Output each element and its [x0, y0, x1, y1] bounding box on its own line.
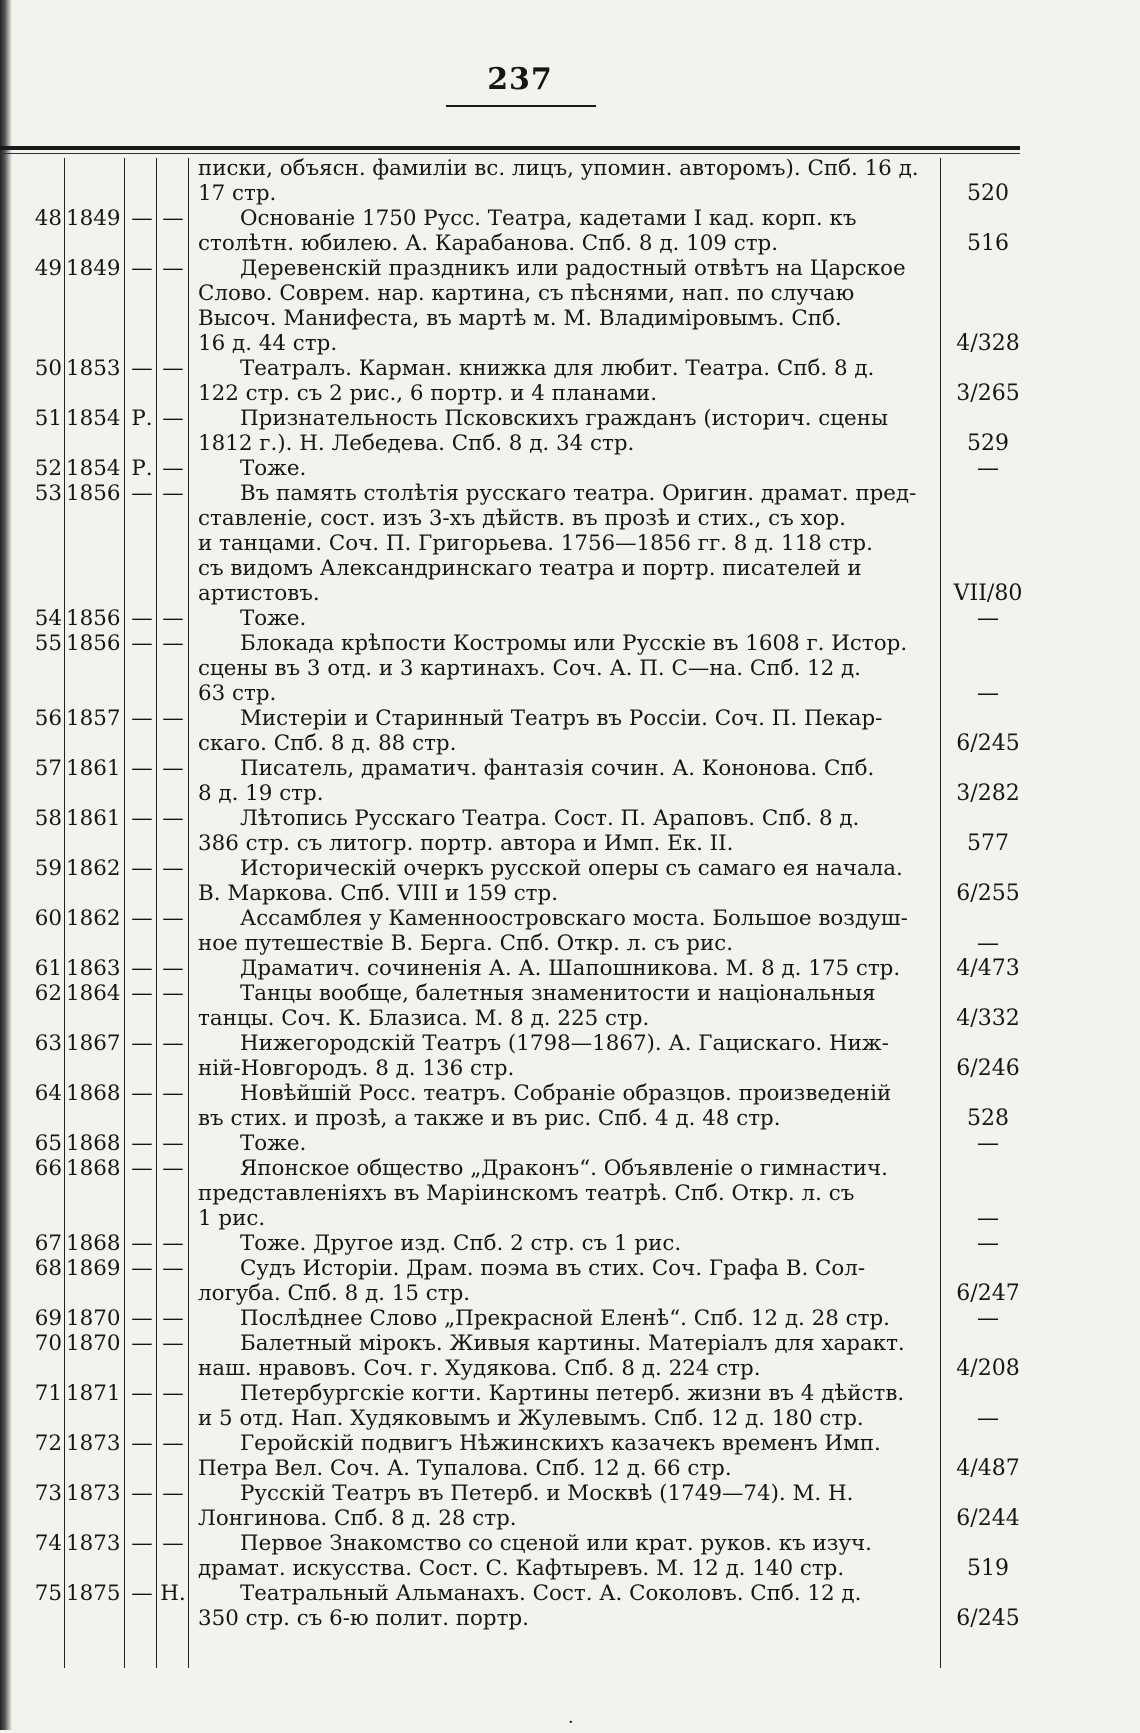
entry-title	[198, 1531, 936, 1581]
entry-mark-2: —	[162, 1306, 184, 1331]
page-number: 237	[487, 62, 553, 97]
entry-mark-2: —	[162, 1081, 184, 1106]
entry-mark-1: —	[131, 756, 153, 781]
catalog-entry	[0, 1381, 1030, 1431]
entry-mark-1: —	[131, 1581, 153, 1606]
entry-title-line: скаго. Спб. 8 д. 88 стр.	[198, 731, 457, 756]
entry-mark-2: —	[162, 1231, 184, 1256]
catalog-entry	[0, 1031, 1030, 1081]
entry-mark-1: —	[131, 1431, 153, 1456]
entry-title-line: Мистерiи и Старинный Театръ въ Россiи. Соч. П. Пекар-	[240, 706, 883, 731]
entry-year: 1873	[66, 1481, 121, 1506]
entry-reference: 4/487	[956, 1456, 1020, 1481]
entry-title	[198, 1256, 936, 1306]
entry-reference: 528	[967, 1106, 1009, 1131]
entry-reference: 3/265	[956, 381, 1020, 406]
entry-title-line: Танцы вообще, балетныя знаменитости и нацiональныя	[240, 981, 876, 1006]
entry-mark-1: —	[131, 631, 153, 656]
entry-reference: 4/332	[956, 1006, 1020, 1031]
catalog-entry	[0, 1081, 1030, 1131]
entry-reference: 6/244	[956, 1506, 1020, 1531]
entry-mark-1: —	[131, 1481, 153, 1506]
entry-year: 1868	[66, 1081, 121, 1106]
entry-number: 55	[34, 631, 62, 656]
entry-mark-1: —	[131, 1081, 153, 1106]
entry-title-line: столѣтн. юбилею. А. Карабанова. Спб. 8 д. 109 стр.	[198, 231, 779, 256]
entry-mark-2: —	[162, 631, 184, 656]
entry-mark-2: —	[162, 1131, 184, 1156]
catalog-entry	[0, 1131, 1030, 1156]
entry-mark-2: —	[162, 1256, 184, 1281]
entry-title-line: Высоч. Манифеста, въ мартѣ м. М. Владимiровымъ. Спб.	[198, 306, 842, 331]
entry-number: 70	[34, 1331, 62, 1356]
entry-number: 54	[34, 606, 62, 631]
entry-number: 60	[34, 906, 62, 931]
entry-title-line: Геройскiй подвигъ Нѣжинскихъ казачекъ временъ Имп.	[240, 1431, 881, 1456]
entry-title-line: ное путешествiе В. Берга. Спб. Откр. л. съ рис.	[198, 931, 734, 956]
entry-mark-2: —	[162, 981, 184, 1006]
entry-title	[198, 706, 936, 756]
entry-number: 52	[34, 456, 62, 481]
header-rule-thin	[0, 153, 1020, 154]
entry-title-line: Театральный Альманахъ. Сост. А. Соколовъ. Спб. 12 д.	[240, 1581, 862, 1606]
entry-mark-2: —	[162, 856, 184, 881]
entry-reference: 6/255	[956, 881, 1020, 906]
entry-title	[198, 481, 936, 606]
entry-title-line: Балетный мiрокъ. Живыя картины. Матерiалъ для характ.	[240, 1331, 905, 1356]
entry-title-line: Лѣтопись Русскаго Театра. Сост. П. Араповъ. Спб. 8 д.	[240, 806, 860, 831]
entry-title	[198, 1131, 936, 1156]
entry-year: 1867	[66, 1031, 121, 1056]
entry-title	[198, 606, 936, 631]
entry-mark-2: —	[162, 256, 184, 281]
entry-number: 51	[34, 406, 62, 431]
entry-title-line: Слово. Соврем. нар. картина, съ пѣснями, нап. по случаю	[198, 281, 855, 306]
entry-mark-1: —	[131, 981, 153, 1006]
entry-reference: 529	[967, 431, 1009, 456]
entry-title-line: Драматич. сочиненiя А. А. Шапошникова. М. 8 д. 175 стр.	[240, 956, 901, 981]
entry-mark-1: —	[131, 1331, 153, 1356]
entry-mark-2: —	[162, 956, 184, 981]
entry-year: 1868	[66, 1131, 121, 1156]
entry-mark-2: —	[162, 456, 184, 481]
catalog-entry	[0, 956, 1030, 981]
entry-year: 1873	[66, 1431, 121, 1456]
entry-mark-1: —	[131, 1156, 153, 1181]
entry-title-line: Новѣйшiй Росс. театръ. Собранiе образцов. произведенiй	[240, 1081, 892, 1106]
entry-reference: —	[977, 1406, 999, 1431]
catalog-entry	[0, 706, 1030, 756]
entry-mark-1: —	[131, 956, 153, 981]
entry-title-line: Первое Знакомство со сценой или крат. руков. къ изуч.	[240, 1531, 872, 1556]
entry-reference: —	[977, 1206, 999, 1231]
entry-reference: 3/282	[956, 781, 1020, 806]
catalog-entry	[0, 356, 1030, 406]
entry-year: 1862	[66, 856, 121, 881]
entry-number: 59	[34, 856, 62, 881]
entry-title-line: и танцами. Соч. П. Григорьева. 1756—1856 гг. 8 д. 118 стр.	[198, 531, 873, 556]
entry-year: 1875	[66, 1581, 121, 1606]
entry-year: 1863	[66, 956, 121, 981]
entry-title-line: Деревенскiй праздникъ или радостный отвѣтъ на Царское	[240, 256, 906, 281]
catalog-entry	[0, 1256, 1030, 1306]
entry-mark-2: Н.	[160, 1581, 186, 1606]
entry-title	[198, 1481, 936, 1531]
catalog-entry	[0, 756, 1030, 806]
entry-reference: —	[977, 606, 999, 631]
entry-mark-2: —	[162, 606, 184, 631]
entry-number: 61	[34, 956, 62, 981]
entry-title-line: ставленiе, сост. изъ 3-хъ дѣйств. въ прозѣ и стих., съ хор.	[198, 506, 846, 531]
entry-number: 73	[34, 1481, 62, 1506]
entry-number: 69	[34, 1306, 62, 1331]
entry-number: 67	[34, 1231, 62, 1256]
entry-mark-2: —	[162, 481, 184, 506]
catalog-entry	[0, 981, 1030, 1031]
entry-mark-1: —	[131, 256, 153, 281]
entry-mark-2: —	[162, 356, 184, 381]
entry-year: 1868	[66, 1156, 121, 1181]
entry-year: 1856	[66, 606, 121, 631]
entry-title	[198, 981, 936, 1031]
entry-reference: VII/80	[953, 581, 1023, 606]
entry-reference: —	[977, 931, 999, 956]
entry-year: 1861	[66, 806, 121, 831]
entry-mark-1: —	[131, 1031, 153, 1056]
entry-title	[198, 806, 936, 856]
entry-number: 68	[34, 1256, 62, 1281]
entry-title-line: 386 стр. съ литогр. портр. автора и Имп. Ек. II.	[198, 831, 734, 856]
entry-title-line: логуба. Спб. 8 д. 15 стр.	[198, 1281, 471, 1306]
entry-year: 1871	[66, 1381, 121, 1406]
entry-year: 1864	[66, 981, 121, 1006]
entry-year: 1873	[66, 1531, 121, 1556]
catalog-entry	[0, 256, 1030, 356]
entry-title-line: 63 стр.	[198, 681, 277, 706]
entry-mark-1: —	[131, 806, 153, 831]
entry-mark-1: —	[131, 1131, 153, 1156]
entry-title-line: въ стих. и прозѣ, а также и въ рис. Спб. 4 д. 48 стр.	[198, 1106, 781, 1131]
entry-title	[198, 206, 936, 256]
entry-reference: —	[977, 456, 999, 481]
catalog-entry	[0, 1481, 1030, 1531]
entry-number: 66	[34, 1156, 62, 1181]
catalog-entry	[0, 1581, 1030, 1631]
entry-number: 56	[34, 706, 62, 731]
entry-title	[198, 631, 936, 706]
entry-year: 1849	[66, 206, 121, 231]
entry-mark-2: —	[162, 406, 184, 431]
header-rule-thick	[0, 146, 1020, 150]
entry-number: 71	[34, 1381, 62, 1406]
entry-mark-1: Р.	[131, 456, 153, 481]
entry-mark-2: —	[162, 1381, 184, 1406]
entry-mark-1: —	[131, 1531, 153, 1556]
entry-year: 1854	[66, 456, 121, 481]
entry-title-line: В. Маркова. Спб. VIII и 159 стр.	[198, 881, 558, 906]
entry-title-line: 350 стр. съ 6-ю полит. портр.	[198, 1606, 529, 1631]
entry-mark-2: —	[162, 1156, 184, 1181]
entry-title-line: 122 стр. съ 2 рис., 6 портр. и 4 планами.	[198, 381, 657, 406]
entry-year: 1849	[66, 256, 121, 281]
entry-mark-2: —	[162, 806, 184, 831]
entry-reference: —	[977, 1306, 999, 1331]
entry-title	[198, 1381, 936, 1431]
entry-title-line: съ видомъ Александринскаго театра и портр. писателей и	[198, 556, 862, 581]
entry-number: 64	[34, 1081, 62, 1106]
entry-reference: 577	[967, 831, 1009, 856]
entry-number: 48	[34, 206, 62, 231]
entry-mark-2: —	[162, 1531, 184, 1556]
entry-year: 1854	[66, 406, 121, 431]
entry-mark-2: —	[162, 756, 184, 781]
entry-year: 1868	[66, 1231, 121, 1256]
catalog-entry	[0, 906, 1030, 956]
entry-mark-1: —	[131, 356, 153, 381]
entry-year: 1869	[66, 1256, 121, 1281]
entry-title-line: драмат. искусства. Сост. С. Кафтыревъ. М. 12 д. 140 стр.	[198, 1556, 845, 1581]
entry-title	[198, 1431, 936, 1481]
entry-title	[198, 856, 936, 906]
entry-title-line: Писатель, драматич. фантазiя сочин. А. Кононова. Спб.	[240, 756, 875, 781]
entry-title	[198, 956, 936, 981]
entry-title	[198, 1156, 936, 1231]
entry-number: 65	[34, 1131, 62, 1156]
entry-mark-1: —	[131, 1231, 153, 1256]
entry-year: 1856	[66, 631, 121, 656]
entry-title	[198, 356, 936, 406]
entry-title-line: Судъ Исторiи. Драм. поэма въ стих. Соч. Графа В. Сол-	[240, 1256, 866, 1281]
entry-year: 1870	[66, 1306, 121, 1331]
entry-title	[198, 906, 936, 956]
entry-number: 72	[34, 1431, 62, 1456]
entry-reference: 520	[967, 181, 1009, 206]
catalog-entry	[0, 606, 1030, 631]
entry-year: 1856	[66, 481, 121, 506]
entry-title-line: Блокада крѣпости Костромы или Русскiе въ 1608 г. Истор.	[240, 631, 908, 656]
entry-mark-2: —	[162, 1431, 184, 1456]
entry-title-line: Лонгинова. Спб. 8 д. 28 стр.	[198, 1506, 517, 1531]
entry-reference: 516	[967, 231, 1009, 256]
catalog-entry	[0, 481, 1030, 606]
entry-mark-2: —	[162, 1331, 184, 1356]
catalog-entry	[0, 1531, 1030, 1581]
catalog-entry	[0, 406, 1030, 456]
entry-mark-1: Р.	[131, 406, 153, 431]
catalog-entry	[0, 456, 1030, 481]
entry-title-line: Основанiе 1750 Русс. Театра, кадетами I кад. корп. къ	[240, 206, 857, 231]
entry-title	[198, 1306, 936, 1331]
entry-title-line: Петра Вел. Соч. А. Тупалова. Спб. 12 д. 66 стр.	[198, 1456, 732, 1481]
entry-title-line: 16 д. 44 стр.	[198, 331, 338, 356]
entry-mark-2: —	[162, 706, 184, 731]
entry-mark-1: —	[131, 1381, 153, 1406]
entry-title-line: 8 д. 19 стр.	[198, 781, 324, 806]
entry-title-line: наш. нравовъ. Соч. г. Худякова. Спб. 8 д. 224 стр.	[198, 1356, 761, 1381]
catalog-entries	[0, 156, 1030, 1631]
entry-number: 75	[34, 1581, 62, 1606]
catalog-entry	[0, 1156, 1030, 1231]
entry-reference: 4/328	[956, 331, 1020, 356]
entry-mark-1: —	[131, 856, 153, 881]
entry-title	[198, 456, 936, 481]
entry-mark-2: —	[162, 206, 184, 231]
entry-number: 58	[34, 806, 62, 831]
entry-title-line: Историческiй очеркъ русской оперы съ самаго ея начала.	[240, 856, 903, 881]
entry-mark-1: —	[131, 906, 153, 931]
entry-mark-1: —	[131, 706, 153, 731]
catalog-entry	[0, 806, 1030, 856]
entry-title	[198, 1031, 936, 1081]
catalog-entry	[0, 1306, 1030, 1331]
entry-year: 1861	[66, 756, 121, 781]
catalog-entry	[0, 156, 1030, 206]
entry-title-line: Петербургскiе когти. Картины петерб. жизни въ 4 дѣйств.	[240, 1381, 905, 1406]
entry-reference: 4/208	[956, 1356, 1020, 1381]
catalog-entry	[0, 856, 1030, 906]
entry-title-line: Ассамблея у Каменноостровскаго моста. Большое воздуш-	[240, 906, 908, 931]
entry-number: 63	[34, 1031, 62, 1056]
entry-title	[198, 1231, 936, 1256]
entry-title	[198, 406, 936, 456]
entry-reference: —	[977, 1131, 999, 1156]
entry-title	[198, 1331, 936, 1381]
entry-number: 50	[34, 356, 62, 381]
entry-year: 1853	[66, 356, 121, 381]
entry-number: 49	[34, 256, 62, 281]
entry-title-line: 1812 г.). Н. Лебедева. Спб. 8 д. 34 стр.	[198, 431, 635, 456]
entry-reference: 6/247	[956, 1281, 1020, 1306]
catalog-entry	[0, 206, 1030, 256]
entry-mark-2: —	[162, 1481, 184, 1506]
entry-title-line: Тоже.	[240, 1131, 307, 1156]
entry-title	[198, 256, 936, 356]
entry-year: 1862	[66, 906, 121, 931]
entry-reference: 4/473	[956, 956, 1020, 981]
entry-number: 57	[34, 756, 62, 781]
entry-year: 1857	[66, 706, 121, 731]
catalog-entry	[0, 1231, 1030, 1256]
entry-title-line: Русскiй Театръ въ Петерб. и Москвѣ (1749—74). М. Н.	[240, 1481, 854, 1506]
entry-title	[198, 156, 936, 206]
entry-title-line: артистовъ.	[198, 581, 320, 606]
entry-title-line: танцы. Соч. К. Блазиса. М. 8 д. 225 стр.	[198, 1006, 650, 1031]
entry-mark-1: —	[131, 1306, 153, 1331]
entry-title-line: Въ память столѣтiя русскаго театра. Оригин. драмат. пред-	[240, 481, 917, 506]
entry-title-line: Японское общество „Драконъ“. Объявленiе о гимнастич.	[240, 1156, 888, 1181]
entry-title-line: Тоже.	[240, 456, 307, 481]
entry-title-line: 1 рис.	[198, 1206, 266, 1231]
entry-title-line: Тоже. Другое изд. Спб. 2 стр. съ 1 рис.	[240, 1231, 682, 1256]
entry-title	[198, 756, 936, 806]
entry-mark-1: —	[131, 606, 153, 631]
entry-reference: 6/245	[956, 1606, 1020, 1631]
entry-title-line: Тоже.	[240, 606, 307, 631]
entry-title-line: Признательность Псковскихъ гражданъ (историч. сцены	[240, 406, 888, 431]
entry-title	[198, 1581, 936, 1631]
entry-mark-2: —	[162, 906, 184, 931]
entry-title-line: Нижегородскiй Театръ (1798—1867). А. Гацискаго. Ниж-	[240, 1031, 889, 1056]
entry-title-line: сцены въ 3 отд. и 3 картинахъ. Соч. А. П. С—на. Спб. 12 д.	[198, 656, 861, 681]
page-number-rule	[446, 105, 596, 107]
catalog-entry	[0, 1431, 1030, 1481]
print-mark: ·	[568, 1712, 574, 1733]
entry-number: 74	[34, 1531, 62, 1556]
entry-title-line: Театралъ. Карман. книжка для любит. Театра. Спб. 8 д.	[240, 356, 875, 381]
entry-mark-1: —	[131, 1256, 153, 1281]
catalog-entry	[0, 631, 1030, 706]
entry-year: 1870	[66, 1331, 121, 1356]
entry-title-line: и 5 отд. Нап. Худяковымъ и Жулевымъ. Спб. 12 д. 180 стр.	[198, 1406, 864, 1431]
entry-number: 62	[34, 981, 62, 1006]
entry-mark-1: —	[131, 481, 153, 506]
entry-reference: —	[977, 681, 999, 706]
entry-reference: 519	[967, 1556, 1009, 1581]
entry-mark-1: —	[131, 206, 153, 231]
entry-title-line: представленiяхъ въ Марiинскомъ театрѣ. Спб. Откр. л. съ	[198, 1181, 855, 1206]
entry-reference: 6/245	[956, 731, 1020, 756]
entry-number: 53	[34, 481, 62, 506]
entry-reference: —	[977, 1231, 999, 1256]
entry-title-line: нiй-Новгородъ. 8 д. 136 стр.	[198, 1056, 515, 1081]
catalog-entry	[0, 1331, 1030, 1381]
entry-title-line: 17 стр.	[198, 181, 277, 206]
entry-mark-2: —	[162, 1031, 184, 1056]
entry-title-line: Послѣднее Слово „Прекрасной Еленѣ“. Спб. 12 д. 28 стр.	[240, 1306, 890, 1331]
entry-title-line: писки, объясн. фамилiи вс. лицъ, упомин. авторомъ). Спб. 16 д.	[198, 156, 919, 181]
entry-title	[198, 1081, 936, 1131]
entry-reference: 6/246	[956, 1056, 1020, 1081]
